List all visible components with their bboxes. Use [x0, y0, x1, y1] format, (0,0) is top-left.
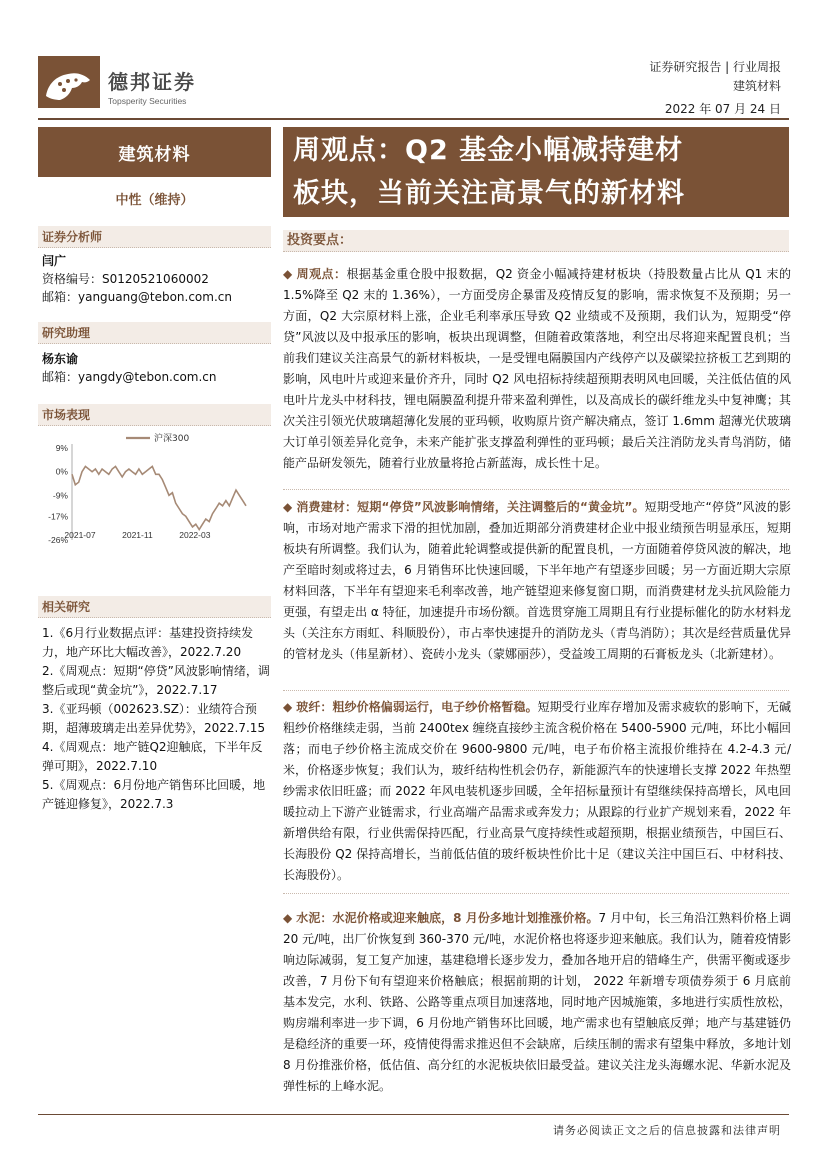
paragraph-weekly-view [283, 264, 791, 474]
x-tick-label: 2021-07 [64, 530, 96, 540]
report-date: 2022 年 07 月 24 日 [664, 102, 781, 116]
analyst-cert: 资格编号：S0120521060002 [42, 272, 209, 286]
brand-name-cn: 德邦证券 [108, 70, 196, 94]
sector-box: 建筑材料 [38, 127, 271, 177]
paragraph-text: 短期受行业库存增加及需求疲软的影响下，无碱粗纱价格继续走弱，当前 2400tex 缠绕直接纱主流含税价格在 5400-5900 元/吨，环比小幅回落；而电子纱价格主流成交价在 9600-9800 元/吨，电子布价格主流报价维持在 4.2-4.3 元/米，价格逐步恢复；我们认为，玻纤结构性机会仍存，新能源汽车的快速增长支撑 2022 年热塑纱需求依旧旺盛；而 2022 年风电装机逐步回暖，全年招标量预计有望继续保持高增长，风电回暖拉动上下游产业链需求，行业高端产品需求或奔发力；从跟踪的行业扩产规划来看，2022 年新增供给有限，行业供需保持匹配，行业高景气度持续性或超预期，根据业绩预告，中国巨石、长海股份 Q2 保持高增长，当前低估值的玻纤板块性价比十足（建议关注中国巨石、中材科技、长海股份）。 [283, 700, 791, 882]
paragraph-glass-fiber [283, 697, 791, 886]
y-tick-label: 9% [55, 443, 68, 453]
report-title [283, 127, 789, 217]
rating: 中性（维持） [115, 193, 194, 208]
paragraph-text: 7 月中旬，长三角沿江熟料价格上调 20 元/吨，出厂价恢复到 360-370 元/吨，水泥价格也将逐步迎来触底。我们认为，随着疫情影响边际减弱，复工复产加速，基建稳增长逐步发力，叠加各地开启的错峰生产，供需平衡或逐步改善，7 月份下旬有望迎来价格触底；根据前期的计划， 2022 年新增专项债券须于 6 月底前基本发完，水利、铁路、公路等重点项目加速落地，同时地产因城施策，多地进行实质性放松，购房端利率进一步下调，6 月份地产销售环比回暖，地产需求也有望触底反弹；地产与基建链仍是稳经济的重要一环，疫情使得需求推迟但不会缺席，后续压制的需求有望集中释放，多地计划 8 月份推涨价格，低估值、高分红的水泥板块依旧最受益。建议关注龙头海螺水泥、华新水泥及弹性标的上峰水泥。 [283, 911, 791, 1093]
related-research-list [42, 624, 270, 814]
bullet-icon: ◆ [283, 267, 293, 281]
bullet-icon: ◆ [283, 700, 293, 714]
x-tick-label: 2021-11 [122, 530, 153, 540]
title-line-2: 板块，当前关注高景气的新材料 [293, 178, 685, 209]
related-item[interactable]: 2.《周观点：短期“停贷”风波影响情绪，调整后或现“黄金坑”》，2022.7.17 [42, 664, 270, 697]
bullet-icon: ◆ [283, 500, 293, 514]
y-tick-label: -9% [52, 490, 68, 501]
divider [283, 893, 789, 894]
brand-logo [38, 56, 100, 108]
related-heading: 相关研究 [38, 596, 271, 618]
analyst-name: 闫广 [42, 254, 67, 268]
paragraph-lead: 玻纤：粗纱价格偏弱运行，电子纱价格暂稳。 [296, 700, 538, 714]
brand-name-en: Topsperity Securities [108, 96, 187, 106]
report-type: 证券研究报告 | 行业周报 [649, 60, 781, 74]
divider [283, 489, 789, 490]
paragraph-lead: 水泥：水泥价格或迎来触底，8 月份多地计划推涨价格。 [296, 911, 599, 925]
analyst-heading: 证券分析师 [38, 226, 271, 248]
related-item[interactable]: 1.《6月行业数据点评：基建投资持续发力，地产环比大幅改善》，2022.7.20 [42, 626, 254, 659]
header-sector: 建筑材料 [732, 79, 781, 93]
market-chart-svg [38, 430, 271, 550]
title-line-1: 周观点：Q2 基金小幅减持建材 [293, 135, 684, 166]
paragraph-lead: 周观点： [296, 267, 347, 281]
paragraph-text: 短期受地产“停贷”风波的影响，市场对地产需求下滑的担忧加剧，叠加近期部分消费建材企业中报业绩预告明显承压，短期板块有所调整。我们认为，随着此轮调整或提供新的配置良机，一方面随着停贷风波的解决，地产至暗时刻或将过去，6 月销售环比快速回暖，下半年地产有望逐步回暖；另一方面近期大宗原材料回落，下半年有望迎来毛利率改善，地产链望迎来修复窗口期，而消费建材龙头抗风险能力更强，有望走出 α 特征，加速提升市场份额。首选贯穿施工周期且有行业提标催化的防水材料龙头（关注东方雨虹、科顺股份），市占率快速提升的消防龙头（青鸟消防）；其次是经营质量优异的管材龙头（伟星新材）、瓷砖小龙头（蒙娜丽莎），受益竣工周期的石膏板龙头（北新建材）。 [283, 500, 791, 661]
key-points-heading: 投资要点： [283, 230, 789, 252]
y-tick-label: -17% [48, 511, 68, 522]
bullet-icon: ◆ [283, 911, 293, 925]
paragraph-text: 根据基金重仓股中报数据，Q2 资金小幅减持建材板块（持股数量占比从 Q1 末的 1.5%降至 Q2 末的 1.36%），一方面受房企暴雷及疫情反复的影响，需求恢复不及预期；另一方面，Q2 大宗原材料上涨，企业毛利率承压导致 Q2 业绩或不及预期，我们认为，短期受“停贷”风波以及中报承压的影响，板块出现调整，但随着政策落地，利空出尽将迎来配置良机；当前我们建议关注高景气的新材料板块，一是受锂电隔膜国内产线停产以及碳梁拉挤板工艺到期的影响，风电叶片或迎来量价齐升，同时 Q2 风电招标持续超预期表明风电回暖，关注低估值的风电叶片龙头中材科技，锂电隔膜盈利提升带来盈利弹性，以及高成长的碳纤维龙头中复神鹰；其次关注引领光伏玻璃超薄化发展的亚玛顿，收购原片资产解决痛点，签订 1.6mm 超薄光伏玻璃大订单引领差异化竞争，未来产能扩张支撑盈利弹性的亚玛顿；最后关注消防龙头青鸟消防，储能产品研发领先，随着行业放量将抢占新蓝海，成长性十足。 [283, 267, 791, 470]
footer-divider [38, 1114, 789, 1115]
paragraph-cement [283, 908, 791, 1097]
series-line-沪深300 [72, 466, 246, 529]
divider [283, 690, 789, 691]
related-item[interactable]: 4.《周观点：地产链Q2迎触底，下半年反弹可期》，2022.7.10 [42, 740, 263, 773]
y-tick-label: -26% [48, 535, 68, 545]
analyst-email: 邮箱：yanguang@tebon.com.cn [42, 290, 232, 304]
market-heading: 市场表现 [38, 404, 271, 426]
paragraph-lead: 消费建材：短期“停贷”风波影响情绪，关注调整后的“黄金坑”。 [296, 500, 645, 514]
y-tick-label: 0% [55, 466, 68, 477]
paragraph-consumer-materials [283, 497, 791, 665]
header-divider [38, 118, 789, 120]
assistant-name: 杨东谕 [42, 352, 79, 366]
related-item[interactable]: 5.《周观点：6月份地产销售环比回暖，地产链迎修复》，2022.7.3 [42, 778, 266, 811]
report-type-header [649, 58, 781, 96]
x-tick-label: 2022-03 [179, 530, 211, 540]
assistant-email: 邮箱：yangdy@tebon.com.cn [42, 370, 217, 384]
related-item[interactable]: 3.《亚玛顿（002623.SZ）：业绩符合预期，超薄玻璃走出差异优势》，2022.7.15 [42, 702, 266, 735]
market-chart [38, 430, 271, 550]
assistant-heading: 研究助理 [38, 322, 271, 344]
footer-disclaimer: 请务必阅读正文之后的信息披露和法律声明 [553, 1124, 781, 1137]
legend-label: 沪深300 [154, 434, 190, 444]
brand [108, 66, 196, 106]
